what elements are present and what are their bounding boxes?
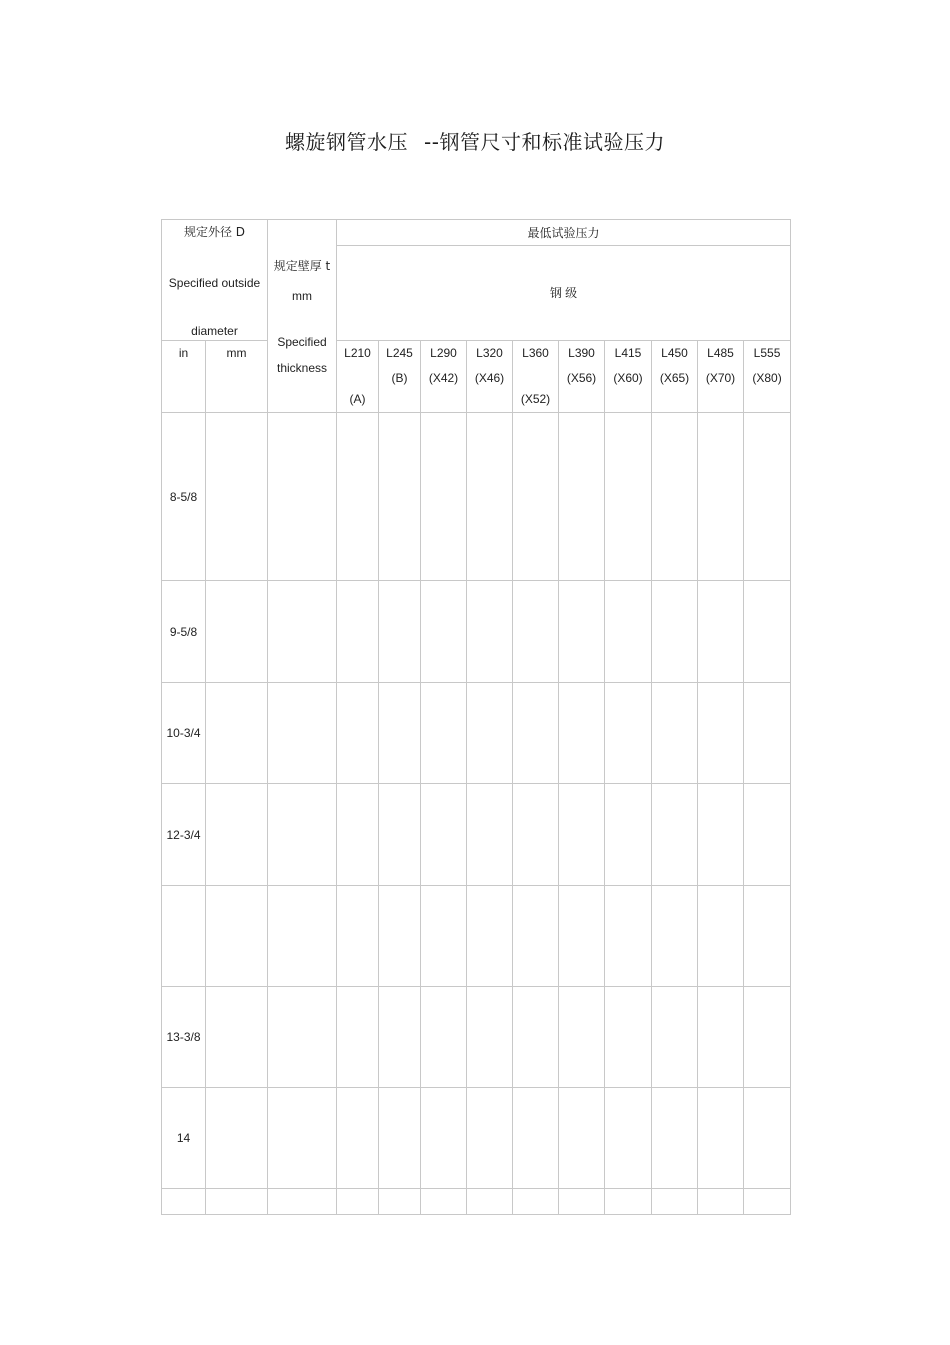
cell-empty [206,886,268,987]
cell-empty [421,1088,467,1189]
diameter-cn: 规定外径 D [183,225,246,239]
cell-empty [605,784,652,886]
cell-empty [559,683,605,784]
cell-in: 10-3/4 [162,683,206,784]
title-part1: 螺旋钢管水压 [285,130,409,154]
table-row [162,1189,791,1215]
grade-header-6 [605,341,652,413]
title-part2: --钢管尺寸和标准试验压力 [424,130,665,154]
cell-empty [467,413,513,581]
cell-empty [513,581,559,683]
cell-empty [379,987,421,1088]
header-pressure: 最低试验压力 [337,220,791,246]
table-row [162,683,791,784]
cell-empty [698,1189,744,1215]
cell-empty [379,1088,421,1189]
grade-alt: (X56) [566,371,597,385]
col-mm: mm [206,341,268,413]
cell-empty [206,784,268,886]
cell-empty [559,886,605,987]
cell-empty [744,1189,791,1215]
cell-in: 12-3/4 [162,784,206,886]
cell-empty [513,784,559,886]
cell-empty [467,886,513,987]
cell-empty [268,581,337,683]
cell-empty [337,413,379,581]
cell-empty [513,1189,559,1215]
table-row [162,581,791,683]
cell-empty [559,413,605,581]
thickness-unit: mm [292,289,312,303]
cell-empty [337,886,379,987]
cell-empty [337,987,379,1088]
cell-empty [698,1088,744,1189]
cell-empty [206,1189,268,1215]
grade-alt: (B) [391,371,408,385]
cell-empty [337,1189,379,1215]
cell-empty [744,413,791,581]
grade-header-5 [559,341,605,413]
cell-empty [379,581,421,683]
cell-empty [698,987,744,1088]
cell-empty [337,784,379,886]
cell-empty [467,581,513,683]
cell-empty [559,1088,605,1189]
cell-empty [605,413,652,581]
cell-empty [268,1088,337,1189]
diameter-en1: Specified outside [168,276,261,290]
cell-empty [513,413,559,581]
cell-empty [421,886,467,987]
grade-code: L390 [568,346,595,360]
grade-code: L415 [614,346,642,360]
grade-header-1 [379,341,421,413]
cell-empty [559,987,605,1088]
grade-alt: (X42) [428,371,459,385]
cell-in [162,886,206,987]
cell-empty [605,1189,652,1215]
cell-empty [559,1189,605,1215]
cell-empty [559,581,605,683]
cell-empty [467,1189,513,1215]
cell-empty [513,987,559,1088]
header-grade: 钢 级 [337,246,791,341]
cell-empty [268,987,337,1088]
grade-code: L320 [476,346,503,360]
cell-empty [467,784,513,886]
cell-empty [652,1088,698,1189]
cell-empty [337,581,379,683]
cell-empty [467,987,513,1088]
header-diameter [162,220,268,341]
cell-empty [652,987,698,1088]
cell-in: 14 [162,1088,206,1189]
grade-header-8 [698,341,744,413]
cell-empty [652,413,698,581]
grade-code: L485 [707,346,734,360]
grade-header-2 [421,341,467,413]
cell-empty [421,683,467,784]
cell-empty [698,683,744,784]
table-row [162,987,791,1088]
cell-empty [744,987,791,1088]
cell-empty [605,987,652,1088]
grade-alt2: (A) [349,392,366,406]
cell-empty [652,886,698,987]
cell-empty [268,683,337,784]
grade-code: L360 [522,346,549,360]
grade-alt: (X70) [705,371,736,385]
cell-empty [698,784,744,886]
cell-empty [206,581,268,683]
cell-empty [268,1189,337,1215]
cell-empty [652,784,698,886]
table-row [162,886,791,987]
cell-empty [421,987,467,1088]
grade-header-0 [337,341,379,413]
cell-empty [698,413,744,581]
cell-empty [744,581,791,683]
cell-empty [421,784,467,886]
cell-empty [744,1088,791,1189]
cell-empty [467,683,513,784]
grade-alt: (X80) [752,371,782,385]
grade-code: L210 [344,346,371,360]
cell-empty [605,1088,652,1189]
grade-code: L555 [753,346,781,360]
thickness-en1: Specified [277,335,327,349]
cell-empty [268,784,337,886]
cell-empty [206,683,268,784]
grade-alt: (X60) [613,371,643,385]
cell-empty [605,581,652,683]
grade-code: L290 [430,346,457,360]
cell-empty [268,886,337,987]
cell-empty [421,413,467,581]
diameter-en2: diameter [191,324,238,338]
pipe-pressure-table [161,219,791,1215]
cell-empty [698,581,744,683]
cell-empty [421,581,467,683]
grade-header-7 [652,341,698,413]
grade-alt2: (X52) [520,392,551,406]
grade-header-3 [467,341,513,413]
cell-empty [652,683,698,784]
cell-empty [379,784,421,886]
thickness-cn: 规定壁厚 t [273,259,331,273]
header-thickness [268,220,337,413]
table-row [162,784,791,886]
cell-empty [337,1088,379,1189]
cell-empty [559,784,605,886]
grade-header-9 [744,341,791,413]
cell-empty [652,581,698,683]
cell-empty [206,413,268,581]
cell-empty [698,886,744,987]
grade-alt: (X65) [659,371,690,385]
cell-empty [513,683,559,784]
cell-empty [513,886,559,987]
cell-empty [206,1088,268,1189]
cell-empty [379,1189,421,1215]
thickness-en2: thickness [276,361,328,375]
cell-empty [268,413,337,581]
table-row [162,413,791,581]
grade-alt: (X46) [474,371,505,385]
cell-empty [337,683,379,784]
table-row [162,1088,791,1189]
cell-in [162,1189,206,1215]
col-in: in [162,341,206,413]
cell-empty [513,1088,559,1189]
cell-empty [744,683,791,784]
cell-empty [467,1088,513,1189]
cell-in: 9-5/8 [162,581,206,683]
cell-empty [605,886,652,987]
cell-empty [421,1189,467,1215]
cell-empty [652,1189,698,1215]
cell-empty [744,886,791,987]
cell-empty [744,784,791,886]
cell-empty [206,987,268,1088]
cell-empty [605,683,652,784]
cell-in: 13-3/8 [162,987,206,1088]
grade-code: L245 [386,346,413,360]
grade-header-4 [513,341,559,413]
page-title [0,126,950,155]
cell-empty [379,683,421,784]
cell-in: 8-5/8 [162,413,206,581]
cell-empty [379,886,421,987]
grade-code: L450 [661,346,688,360]
cell-empty [379,413,421,581]
